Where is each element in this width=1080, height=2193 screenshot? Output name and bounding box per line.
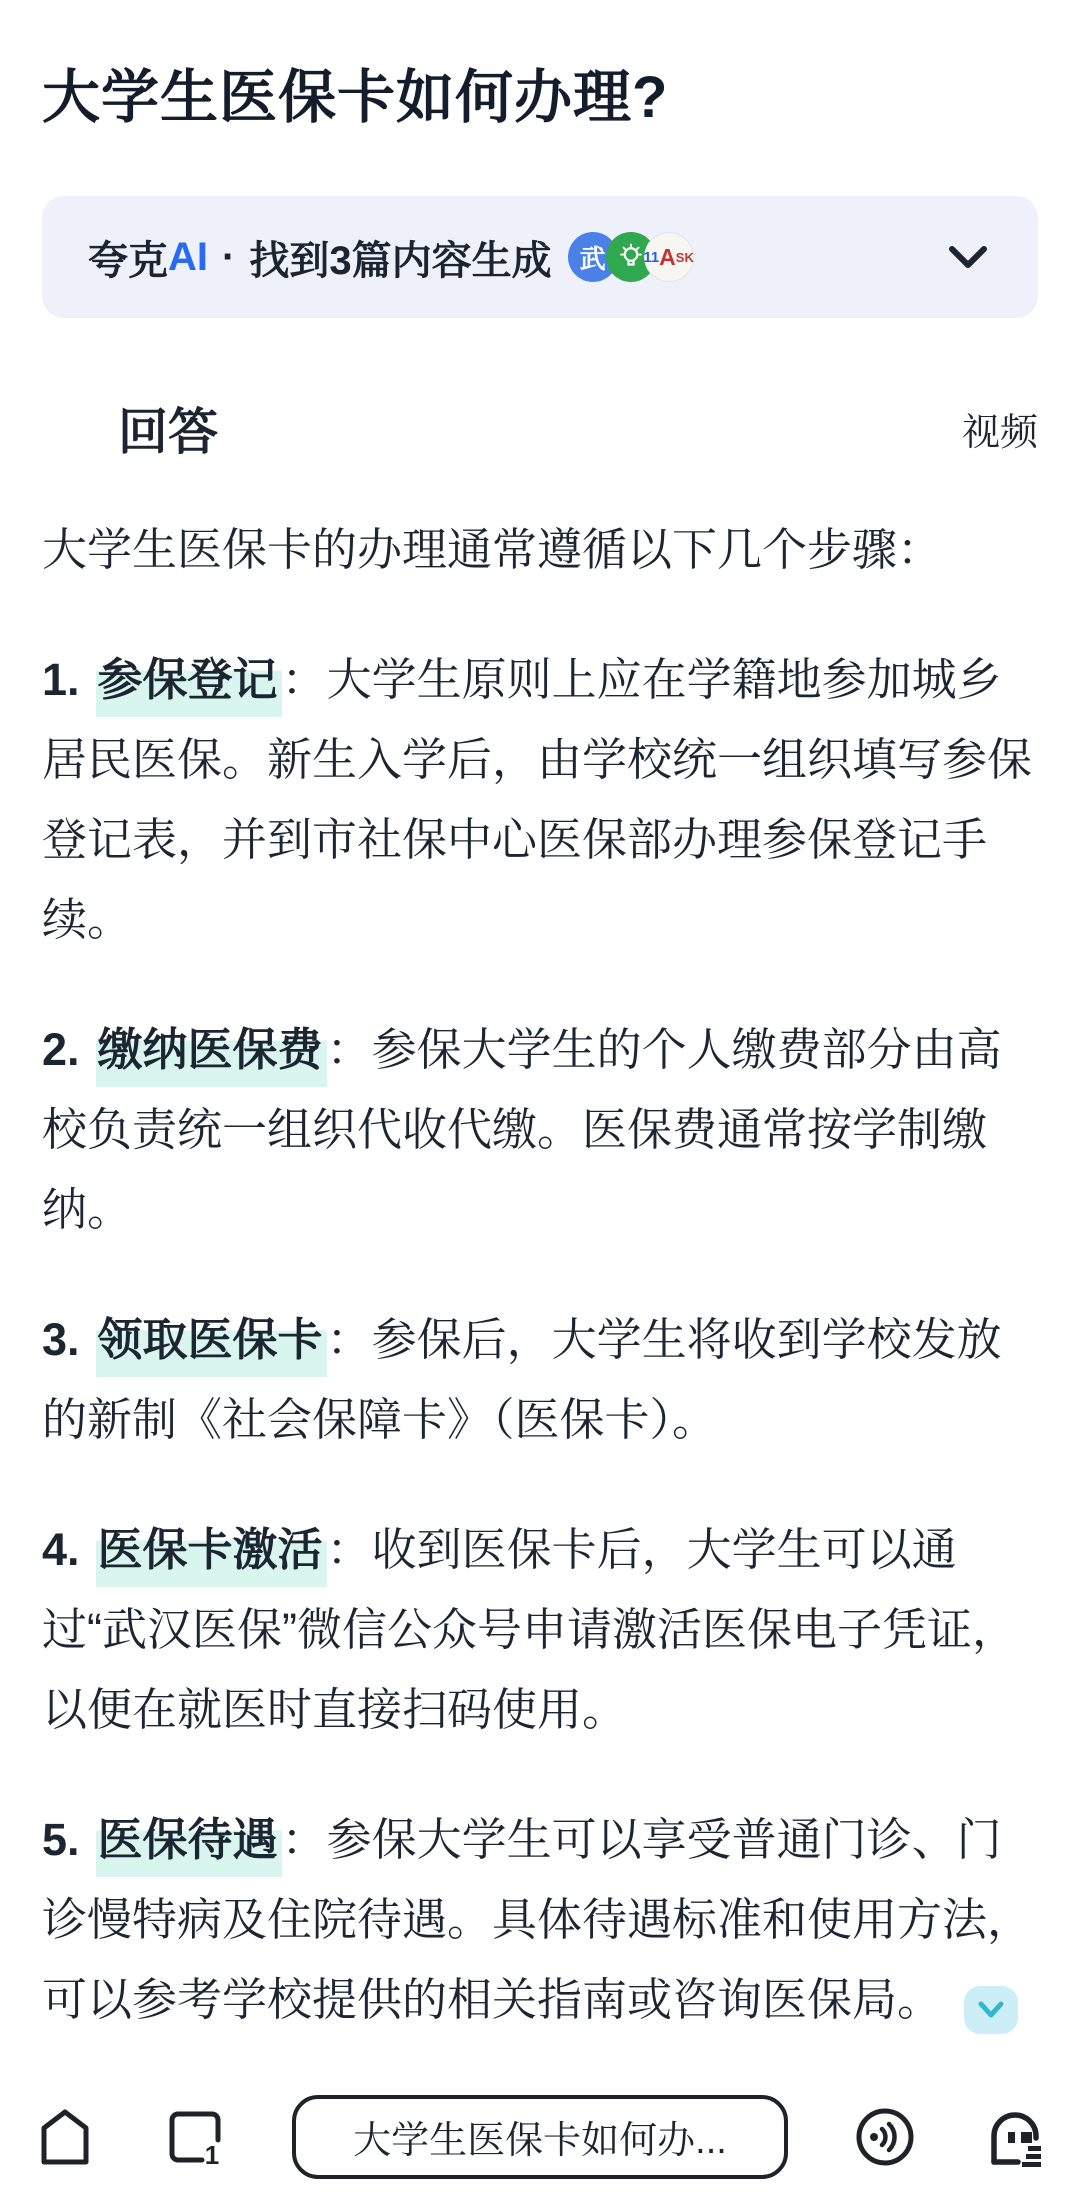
highlighted-term: 医保卡激活 xyxy=(96,1524,327,1587)
sound-wave-icon xyxy=(852,2104,918,2170)
video-tab-link[interactable]: 视频 xyxy=(961,411,1038,454)
answer-step-1: 1. 参保登记：大学生原则上应在学籍地参加城乡居民医保。新生入学后，由学校统一组织填写参保登记表，并到市社保中心医保部办理参保登记手续。 xyxy=(42,654,1033,945)
highlighted-term: 缴纳医保费 xyxy=(96,1024,327,1087)
source-wuhan-icon: 武 xyxy=(568,232,618,282)
highlighted-term: 领取医保卡 xyxy=(96,1314,327,1377)
separator-dot: · xyxy=(222,234,236,279)
quark-brand-label: 夸克 xyxy=(88,238,168,283)
tabs-button[interactable] xyxy=(162,2104,228,2170)
tabs-icon xyxy=(162,2104,228,2170)
ai-assistant-icon xyxy=(982,2104,1048,2170)
page-title: 大学生医保卡如何办理? xyxy=(42,65,669,130)
answer-step-5: 5. 医保待遇：参保大学生可以享受普通门诊、门诊慢特病及住院待遇。具体待遇标准和使用方法，可以参考学校提供的相关指南或咨询医保局。 xyxy=(42,1800,1038,2040)
ai-summary-banner[interactable] xyxy=(42,196,1038,318)
highlighted-term: 参保登记 xyxy=(96,654,282,717)
chevron-down-icon[interactable] xyxy=(948,244,988,270)
answer-step-2: 2. 缴纳医保费：参保大学生的个人缴费部分由高校负责统一组织代收代缴。医保费通常按学制缴纳。 xyxy=(42,1024,1002,1235)
answer-step-3: 3. 领取医保卡：参保后，大学生将收到学校发放的新制《社会保障卡》（医保卡）。 xyxy=(42,1314,1002,1445)
source-11ask-icon: 11 A SK xyxy=(644,232,694,282)
answer-section-header xyxy=(42,392,1038,464)
answer-title: 回答 xyxy=(118,404,218,460)
answer-step-4: 4. 医保卡激活：收到医保卡后，大学生可以通过“武汉医保”微信公众号申请激活医保电子凭证，以便在就医时直接扫码使用。 xyxy=(42,1524,1017,1735)
highlighted-term: 医保待遇 xyxy=(96,1814,282,1877)
svg-text:1: 1 xyxy=(204,2139,220,2170)
read-aloud-button[interactable] xyxy=(852,2104,918,2170)
address-bar[interactable] xyxy=(292,2095,788,2179)
quark-ai-label: AI xyxy=(168,234,208,279)
source-favicons xyxy=(568,232,694,282)
address-bar-text: 大学生医保卡如何办... xyxy=(353,2120,727,2162)
browser-bottom-bar xyxy=(0,2080,1080,2193)
home-button[interactable] xyxy=(32,2104,98,2170)
answer-intro: 大学生医保卡的办理通常遵循以下几个步骤： xyxy=(42,524,943,575)
assistant-button[interactable] xyxy=(982,2104,1048,2170)
expand-answer-button[interactable] xyxy=(964,1986,1018,2034)
home-icon xyxy=(32,2104,98,2170)
banner-summary-text: 找到3篇内容生成 xyxy=(249,238,552,283)
